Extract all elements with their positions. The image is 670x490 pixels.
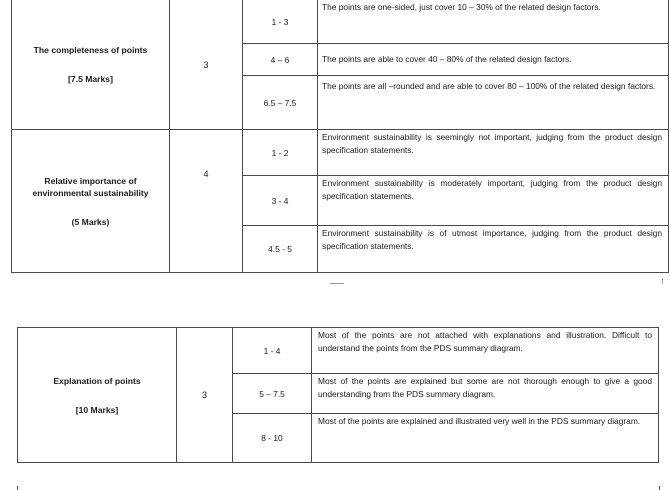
band-description: The points are one-sided, just cover 10 – 30% of the related design factors. [318,0,669,44]
weight-cell: 3 [177,328,233,463]
band-description: Environment sustainability is of utmost importance, judging from the product design specification statements. [318,226,669,273]
criterion-cell [12,130,170,273]
criterion-title: Explanation of points [53,375,141,386]
table-continuation [17,486,660,490]
score-range: 6.5 – 7.5 [243,76,318,130]
rubric-table-1 [11,0,669,273]
score-range: 4.5 - 5 [243,226,318,273]
score-range: 1 - 2 [243,130,318,176]
score-range: 3 - 4 [243,176,318,226]
score-range: 1 - 4 [233,328,312,374]
scan-mark [662,278,663,284]
criterion-marks: [7.5 Marks] [68,74,113,84]
band-description: Environment sustainability is moderately important, judging from the product design specification statements. [318,176,669,226]
criterion-marks: (5 Marks) [71,216,110,227]
table-row [12,0,669,44]
criterion-title: The completeness of points [33,45,148,55]
weight-cell: 4 [170,130,243,273]
score-range: 1 - 3 [243,0,318,44]
band-description: Environment sustainability is seemingly not important, judging from the product design specification statements. [318,130,669,176]
band-description: Most of the points are not attached with explanations and illustration. Difficult to understand the points from the PDS summary diagram. [312,328,659,374]
rubric-table-2 [17,327,659,463]
score-range: 4 – 6 [243,44,318,76]
criterion-cell [12,0,170,130]
criterion-marks: [10 Marks] [75,404,119,415]
band-description: Most of the points are explained but some are not thorough enough to give a good understanding from the PDS summary diagram. [312,374,659,414]
weight-cell: 3 [170,0,243,130]
table-row [12,130,669,176]
scan-mark [330,283,344,284]
score-range: 5 – 7.5 [233,374,312,414]
score-range: 8 - 10 [233,414,312,463]
band-description: The points are all –rounded and are able to cover 80 – 100% of the related design factors. [318,76,669,130]
criterion-title: Relative importance of environmental sustainability [32,175,149,198]
band-description: Most of the points are explained and illustrated very well in the PDS summary diagram. [312,414,659,463]
criterion-cell [18,328,177,463]
band-description: The points are able to cover 40 – 80% of the related design factors. [318,44,669,76]
table-row [18,328,659,374]
